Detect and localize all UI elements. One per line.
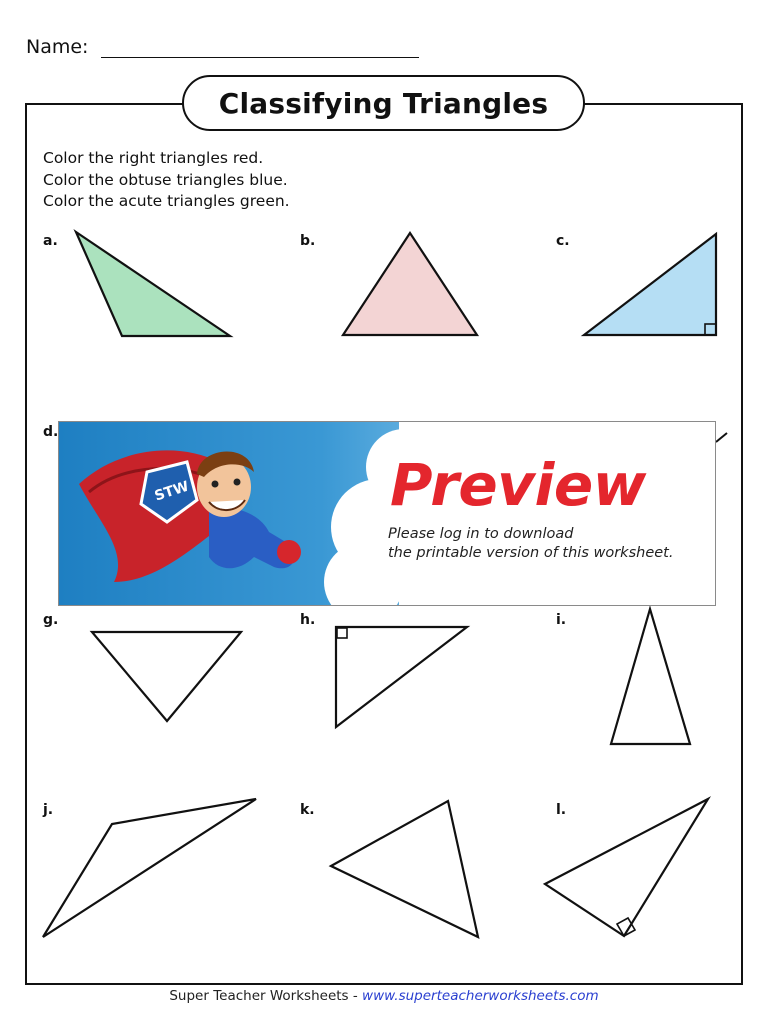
triangle-g[interactable]: [92, 632, 241, 721]
problem-label-a: a.: [43, 233, 58, 249]
preview-message-line2: the printable version of this worksheet.: [388, 545, 674, 561]
problem-label-b: b.: [300, 233, 316, 249]
footer: [0, 988, 768, 1004]
problem-label-h: h.: [300, 612, 316, 628]
instruction-line: Color the obtuse triangles blue.: [43, 170, 288, 189]
problem-label-g: g.: [43, 612, 59, 628]
preview-title: Preview: [390, 451, 646, 519]
preview-message-line1: Please log in to download: [388, 526, 574, 542]
instruction-line: Color the acute triangles green.: [43, 192, 290, 210]
problem-label-d: d.: [43, 424, 59, 440]
triangle-k[interactable]: [331, 801, 478, 937]
preview-message: [388, 525, 673, 563]
triangle-a[interactable]: [76, 232, 230, 336]
badge-text: STW: [152, 478, 191, 505]
triangle-d-edge: [716, 433, 727, 442]
triangle-i[interactable]: [611, 609, 690, 744]
instruction-line: Color the right triangles red.: [43, 149, 264, 167]
triangle-l[interactable]: [545, 799, 708, 936]
triangle-j[interactable]: [43, 799, 256, 937]
problem-label-k: k.: [300, 802, 315, 818]
triangle-b[interactable]: [343, 233, 477, 335]
problem-label-i: i.: [556, 612, 567, 628]
problem-label-c: c.: [556, 233, 570, 249]
page-title: Classifying Triangles: [218, 86, 549, 120]
problem-label-l: l.: [556, 802, 567, 818]
triangle-c[interactable]: [584, 234, 716, 335]
name-label: Name:: [26, 36, 89, 58]
problem-label-j: j.: [43, 802, 54, 818]
triangle-h[interactable]: [336, 627, 467, 727]
footer-link[interactable]: www.superteacherworksheets.com: [362, 988, 599, 1004]
footer-text: Super Teacher Worksheets -: [169, 988, 363, 1004]
superhero-mascot: [79, 450, 301, 582]
right-angle-mark: [337, 628, 347, 638]
